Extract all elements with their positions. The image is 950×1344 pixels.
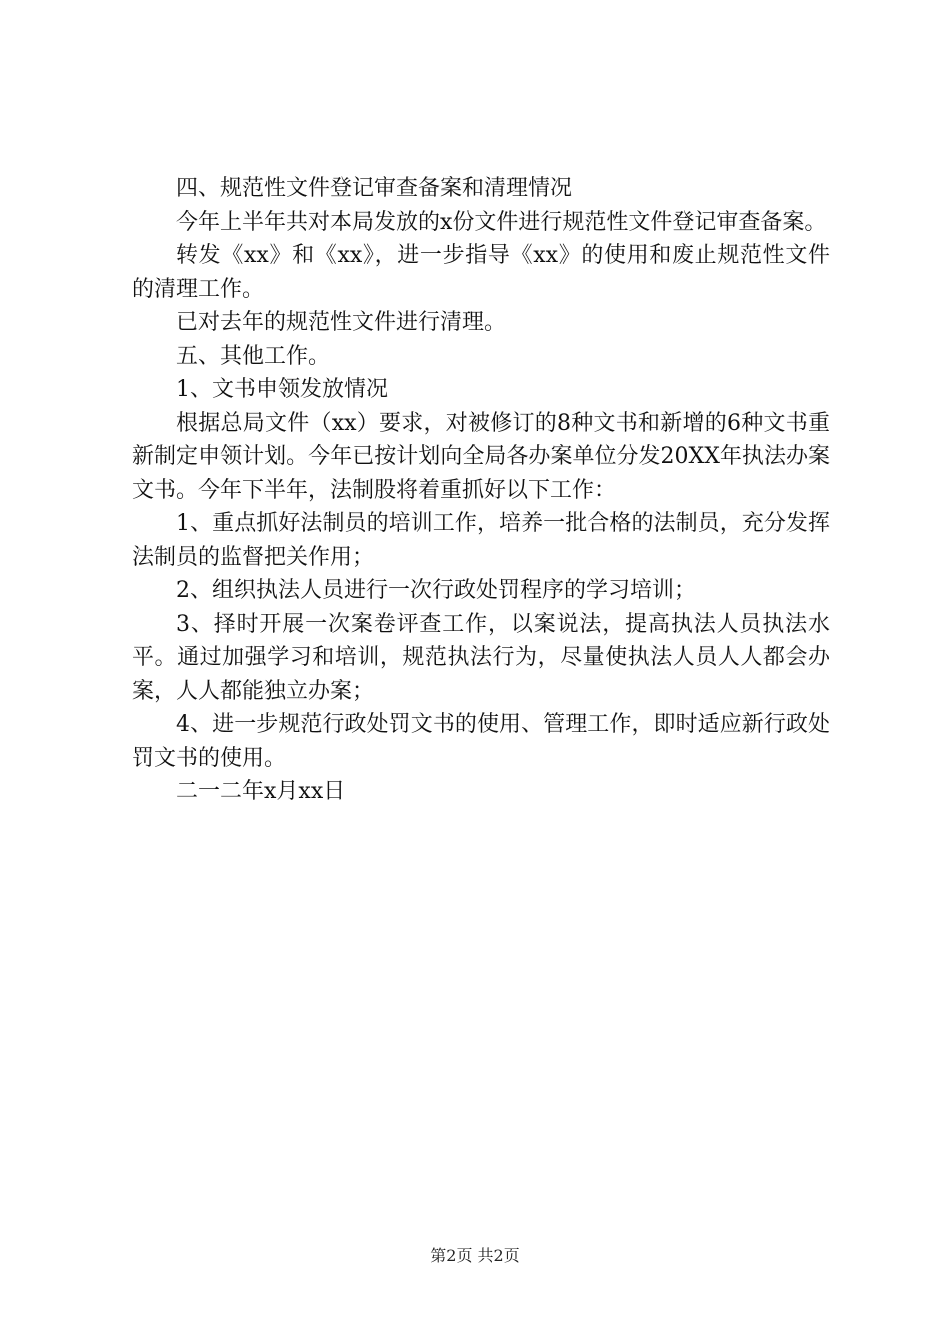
list-item: 2、组织执法人员进行一次行政处罚程序的学习培训； <box>176 578 696 603</box>
section-heading-four: 四、规范性文件登记审查备案和清理情况 <box>176 176 573 201</box>
document-date: 二一二年x月xx日 <box>176 779 346 804</box>
section-heading-five: 五、其他工作。 <box>176 343 331 369</box>
list-item: 1、重点抓好法制员的培训工作，培养一批合格的法制员，充分发挥法制员的监督把关作用； <box>132 511 830 570</box>
subsection-heading: 1、文书申领发放情况 <box>176 377 388 402</box>
page-footer: 第2页 共2页 <box>430 1246 520 1265</box>
paragraph: 今年上半年共对本局发放的x份文件进行规范性文件登记审查备案。 <box>176 209 827 235</box>
list-item: 3、择时开展一次案卷评查工作，以案说法，提高执法人员执法水平。通过加强学习和培训，规范执法行为，尽量使执法人员人人都会办案，人人都能独立办案； <box>132 611 830 704</box>
list-item: 4、进一步规范行政处罚文书的使用、管理工作，即时适应新行政处罚文书的使用。 <box>132 712 830 771</box>
paragraph: 已对去年的规范性文件进行清理。 <box>176 310 507 335</box>
document-body <box>132 172 830 809</box>
paragraph: 根据总局文件（xx）要求，对被修订的8种文书和新增的6种文书重新制定申领计划。今年已按计划向全局各办案单位分发20XX年执法办案文书。今年下半年，法制股将着重抓好以下工作： <box>132 410 830 503</box>
paragraph: 转发《xx》和《xx》，进一步指导《xx》的使用和废止规范性文件的清理工作。 <box>132 243 830 302</box>
